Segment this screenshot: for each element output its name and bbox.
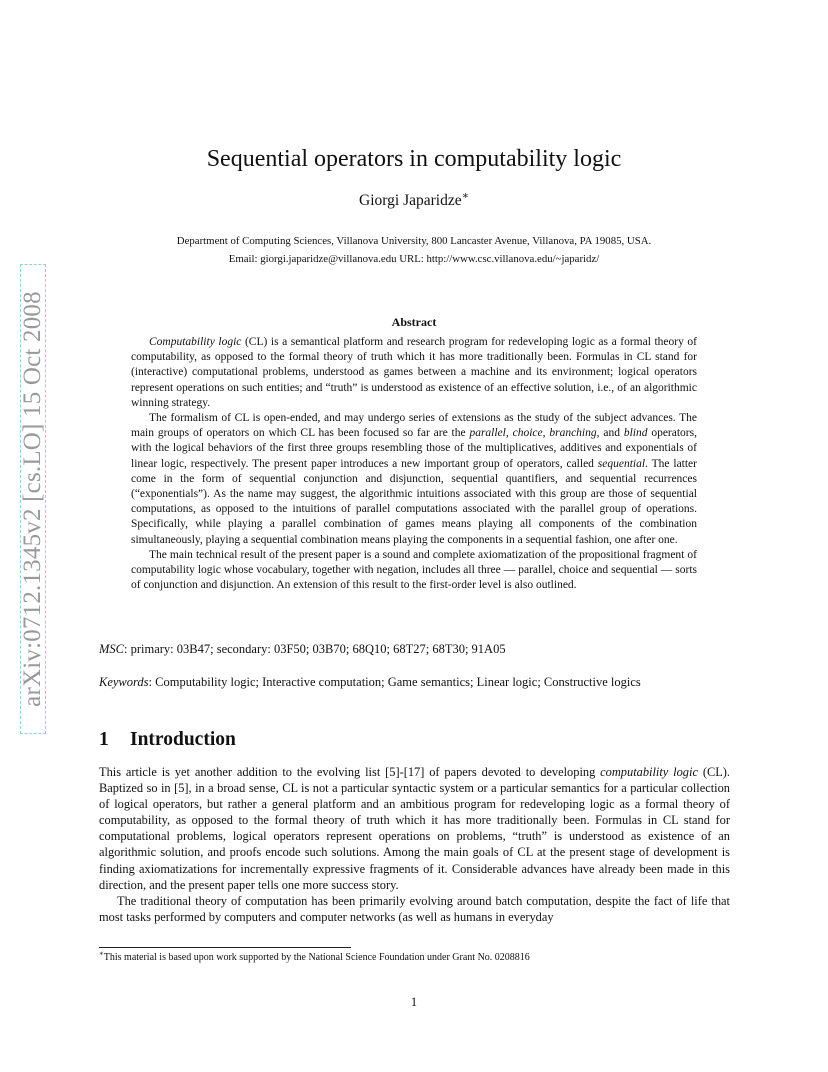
author-line [0,189,828,210]
abstract-body [131,335,697,593]
text-run: The formalism of CL is open-ended, and may undergo series of extensions as the study of the subject advances. The main groups of operators on which CL has been focused so far are the [131,412,697,440]
msc-codes: : primary: 03B47; secondary: 03F50; 03B70; 68Q10; 68T27; 68T30; 91A05 [124,642,506,656]
emphasis: blind [623,427,648,440]
footnote-text: This material is based upon work supported by the National Science Foundation under Grant No. 0208816 [103,952,530,963]
arxiv-stamp [20,264,46,734]
emphasis: Computability logic [149,336,242,348]
text-run: (CL) is a semantical platform and research program for redeveloping logic as a formal theory of computability, as opposed to the formal theory of truth which it has more traditionally been. Formulas in CL stand for (interactive) computational problems, understood as games between a machine and its environment; logical operators represent operations on such entities; and “truth” is understood as existence of an effective solution, i.e., of an algorithmic winning strategy. [131,336,697,409]
intro-body [99,764,730,925]
text-run: , [505,427,513,440]
page-number: 1 [410,995,418,1009]
keywords-label: Keywords [99,675,149,689]
section-heading [99,729,236,751]
text-run: . The latter come in the form of sequential conjunction and disjunction, sequential quantifiers, and sequential recurrences (“exponentials”). As the name may suggest, the algorithmic intuitions associated with this group are those of sequential computations, as opposed to the intuitions of parallel computations associated with the parallel group of operations. Specifically, while playing a parallel combination of games means playing all components of the combination simultaneously, playing a sequential combination means playing the components in a sequential fashion, one after one. [131,457,697,546]
section-title: Introduction [130,729,236,750]
author-name: Giorgi Japaridze [359,192,462,209]
text-run: The main technical result of the present paper is a sound and complete axiomatization of the propositional fragment of computability logic whose vocabulary, together with negation, includes all three — parallel, choice and sequential — sorts of conjunction and disjunction. An extension of this result to the first-order level is also outlined. [131,548,697,592]
emphasis: computability logic [600,765,698,779]
text-run: The traditional theory of computation has been primarily evolving around batch computation, despite the fact of life that most tasks performed by computers and computer networks (as well as humans in everyday [99,893,730,924]
msc-label: MSC [99,642,124,656]
text-run: , [542,427,550,440]
text-run: (CL). Baptized so in [5], in a broad sense, CL is not a particular syntactic system or a particular semantics for a particular collection of logical operators, but rather a general platform and an ambitious program for redeveloping logic as a formal theory of computability, as opposed to the formal theory of truth which it has more traditionally been. Formulas in CL stand for computational problems, logical operators represent operations on problems, “truth” is understood as existence of an algorithmic solution, and proofs encode such solutions. Among the main goals of CL at the present stage of development is finding axiomatizations for incrementally expressive fragments of it. Considerable advances have already been made in this direction, and the present paper tells one more success story. [99,765,731,892]
paper-title: Sequential operators in computability logic [206,146,622,172]
contact-line: Email: giorgi.japaridze@villanova.edu URL: http://www.csc.villanova.edu/~japaridz/ [228,253,600,265]
intro-paragraph [99,893,730,925]
emphasis: sequential [597,457,646,470]
keywords-list: : Computability logic; Interactive computation; Game semantics; Linear logic; Constructive logics [148,675,641,689]
keywords-line [99,675,641,690]
text-run: This article is yet another addition to the evolving list [5]-[17] of papers devoted to developing [99,765,601,779]
abstract-heading: Abstract [391,315,437,329]
author-footnote-mark: ∗ [461,189,469,202]
affiliation: Department of Computing Sciences, Villanova University, 800 Lancaster Avenue, Villanova, PA 19085, USA. [176,235,652,247]
section-number: 1 [99,729,109,750]
abstract-paragraph [131,335,697,411]
emphasis: choice [512,427,543,440]
arxiv-stamp-text: arXiv:0712.1345v2 [cs.LO] 15 Oct 2008 [19,291,46,707]
footnote-mark: ∗ [99,949,104,958]
abstract-paragraph [131,548,697,594]
emphasis: branching [549,427,597,440]
msc-line [99,642,506,657]
emphasis: parallel [469,427,506,440]
footnote-rule [99,947,351,948]
footnote [99,949,530,963]
text-run: , and [596,427,624,440]
intro-paragraph [99,764,730,893]
abstract-paragraph [131,411,697,548]
text-run: operators, with the logical behaviors of the first three groups resembling those of the multiplicatives, additives and exponentials of linear logic, respectively. The present paper introduces a new important group of operators, called [131,427,697,470]
